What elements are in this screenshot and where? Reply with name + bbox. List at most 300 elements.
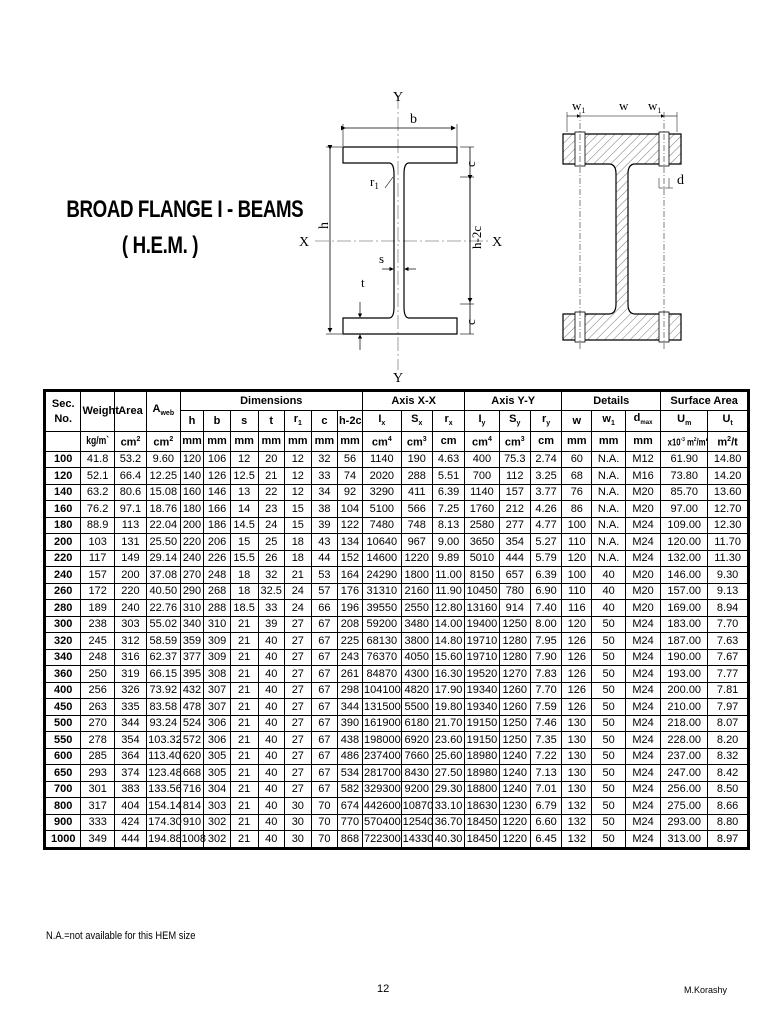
table-cell: 40.30 <box>432 831 464 848</box>
table-cell: 59200 <box>363 616 402 633</box>
table-cell: 8.94 <box>708 600 748 617</box>
hem-properties-table <box>45 391 748 848</box>
table-cell: 14.80 <box>432 633 464 650</box>
table-cell: 140 <box>180 468 204 485</box>
table-cell: 50 <box>592 616 625 633</box>
col-header-sx: $S_x$ <box>401 411 432 432</box>
table-cell: 306 <box>204 732 230 749</box>
dim-d-label: d <box>677 173 684 188</box>
table-cell: 174.30 <box>147 814 180 831</box>
table-cell: 67 <box>311 699 337 716</box>
table-cell: M24 <box>625 781 660 798</box>
col-header-b: b <box>204 411 230 432</box>
table-cell: 226 <box>204 550 230 567</box>
table-cell: 8.97 <box>708 831 748 848</box>
table-cell: 25.50 <box>147 534 180 551</box>
table-cell: 21.70 <box>432 715 464 732</box>
table-cell: 55.02 <box>147 616 180 633</box>
section-number-cell: 320 <box>46 633 81 650</box>
table-cell: 11.90 <box>432 583 464 600</box>
table-cell: 18980 <box>465 765 499 782</box>
table-cell: 194.88 <box>147 831 180 848</box>
unit-ix: $cm^4$ <box>363 432 402 452</box>
col-header-sec: Sec. No. <box>46 392 81 432</box>
table-cell: 14.00 <box>432 616 464 633</box>
table-cell: 67 <box>311 715 337 732</box>
table-cell: 390 <box>337 715 362 732</box>
section-number-cell: 360 <box>46 666 81 683</box>
table-cell: 126 <box>562 699 592 716</box>
table-cell: 432 <box>180 682 204 699</box>
table-cell: 6920 <box>401 732 432 749</box>
table-cell: 8.20 <box>708 732 748 749</box>
table-cell: 123.48 <box>147 765 180 782</box>
table-cell: 24290 <box>363 567 402 584</box>
unit-sec <box>46 432 81 452</box>
table-row <box>46 649 748 666</box>
table-cell: 7.67 <box>708 649 748 666</box>
table-cell: 21 <box>230 715 258 732</box>
col-header-weight: Weight <box>81 392 114 432</box>
table-cell: 110 <box>562 583 592 600</box>
table-cell: 21 <box>230 699 258 716</box>
col-header-area: Area <box>114 392 146 432</box>
table-cell: 13 <box>230 484 258 501</box>
table-cell: 281700 <box>363 765 402 782</box>
table-cell: 97.00 <box>661 501 708 518</box>
col-header-s: s <box>230 411 258 432</box>
table-cell: 478 <box>180 699 204 716</box>
table-cell: 61.90 <box>661 451 708 468</box>
table-cell: 120.00 <box>661 534 708 551</box>
table-cell: 424 <box>114 814 146 831</box>
table-cell: 62.37 <box>147 649 180 666</box>
table-cell: 21 <box>230 748 258 765</box>
table-cell: 76 <box>562 484 592 501</box>
table-cell: 26 <box>258 550 284 567</box>
table-cell: 130 <box>562 715 592 732</box>
table-cell: 3.25 <box>530 468 561 485</box>
table-cell: 438 <box>337 732 362 749</box>
table-cell: 53 <box>311 567 337 584</box>
table-cell: 126 <box>204 468 230 485</box>
table-cell: 12 <box>284 484 311 501</box>
table-cell: 240 <box>114 600 146 617</box>
dim-c-top-label: c <box>463 161 478 167</box>
table-cell: 301 <box>81 781 114 798</box>
table-cell: 67 <box>311 682 337 699</box>
unit-ut: $m^2/t$ <box>708 432 748 452</box>
table-cell: 21 <box>230 649 258 666</box>
table-cell: 243 <box>337 649 362 666</box>
table-cell: 220 <box>180 534 204 551</box>
table-cell: 18 <box>230 567 258 584</box>
table-cell: 8430 <box>401 765 432 782</box>
section-number-cell: 900 <box>46 814 81 831</box>
table-cell: 146 <box>204 484 230 501</box>
table-cell: 29.14 <box>147 550 180 567</box>
table-cell: 8.07 <box>708 715 748 732</box>
dim-b-label: b <box>410 112 417 127</box>
table-cell: 1140 <box>465 484 499 501</box>
table-cell: 85.70 <box>661 484 708 501</box>
table-cell: 32 <box>311 451 337 468</box>
section-number-cell: 180 <box>46 517 81 534</box>
table-cell: 32 <box>258 567 284 584</box>
table-cell: 27 <box>284 748 311 765</box>
col-header-r1: $r_1$ <box>284 411 311 432</box>
table-cell: 75.3 <box>499 451 530 468</box>
table-cell: 18 <box>284 550 311 567</box>
table-cell: 120 <box>562 550 592 567</box>
table-cell: 18630 <box>465 798 499 815</box>
table-cell: 21 <box>284 567 311 584</box>
dim-w1-left-label: $w_1$ <box>572 98 586 115</box>
table-cell: 444 <box>499 550 530 567</box>
section-number-cell: 100 <box>46 451 81 468</box>
table-cell: 24 <box>258 517 284 534</box>
section-number-cell: 400 <box>46 682 81 699</box>
table-cell: 307 <box>204 699 230 716</box>
table-row <box>46 699 748 716</box>
table-row <box>46 583 748 600</box>
table-cell: 67 <box>311 748 337 765</box>
table-cell: 126 <box>562 666 592 683</box>
unit-sx: $cm^3$ <box>401 432 432 452</box>
table-cell: 68 <box>562 468 592 485</box>
table-cell: 668 <box>180 765 204 782</box>
group-header-axis-yy: Axis Y-Y <box>465 392 562 411</box>
col-header-w1: $w_1$ <box>592 411 625 432</box>
table-cell: 37.08 <box>147 567 180 584</box>
table-cell: 106 <box>204 451 230 468</box>
table-cell: 23.60 <box>432 732 464 749</box>
table-cell: 1230 <box>499 798 530 815</box>
table-cell: 582 <box>337 781 362 798</box>
table-cell: 7.13 <box>530 765 561 782</box>
table-cell: 12.25 <box>147 468 180 485</box>
table-cell: M24 <box>625 682 660 699</box>
table-cell: 5.79 <box>530 550 561 567</box>
table-cell: 317 <box>81 798 114 815</box>
table-cell: 248 <box>81 649 114 666</box>
table-cell: 27 <box>284 699 311 716</box>
table-cell: 27 <box>284 781 311 798</box>
table-cell: 120 <box>562 616 592 633</box>
dim-w-label: w <box>619 98 629 113</box>
table-row <box>46 517 748 534</box>
table-cell: 572 <box>180 732 204 749</box>
table-cell: 7.83 <box>530 666 561 683</box>
table-cell: 237400 <box>363 748 402 765</box>
table-row <box>46 682 748 699</box>
table-cell: 288 <box>204 600 230 617</box>
table-cell: 50 <box>592 781 625 798</box>
table-cell: 30 <box>284 831 311 848</box>
dim-s-label: s <box>379 251 385 266</box>
table-cell: 40 <box>592 600 625 617</box>
table-cell: 6.60 <box>530 814 561 831</box>
table-row <box>46 534 748 551</box>
table-cell: 7.77 <box>708 666 748 683</box>
table-cell: 218.00 <box>661 715 708 732</box>
table-cell: 309 <box>204 633 230 650</box>
table-cell: 93.24 <box>147 715 180 732</box>
table-cell: 11.00 <box>432 567 464 584</box>
table-cell: 6.39 <box>432 484 464 501</box>
table-cell: 377 <box>180 649 204 666</box>
table-row <box>46 831 748 848</box>
table-cell: 8.66 <box>708 798 748 815</box>
section-number-cell: 800 <box>46 798 81 815</box>
table-cell: M24 <box>625 715 660 732</box>
i-beam-section-diagram <box>290 80 530 385</box>
table-cell: 76370 <box>363 649 402 666</box>
table-cell: 126 <box>562 649 592 666</box>
table-cell: 9.13 <box>708 583 748 600</box>
table-cell: 67 <box>311 781 337 798</box>
table-cell: 7480 <box>363 517 402 534</box>
unit-w: mm <box>562 432 592 452</box>
table-cell: 1760 <box>465 501 499 518</box>
table-row <box>46 600 748 617</box>
table-cell: 40 <box>258 798 284 815</box>
table-cell: 1270 <box>499 666 530 683</box>
table-cell: 146.00 <box>661 567 708 584</box>
table-cell: 67 <box>311 649 337 666</box>
table-cell: 19400 <box>465 616 499 633</box>
table-cell: 116 <box>562 600 592 617</box>
table-cell: 157 <box>499 484 530 501</box>
table-cell: 70 <box>311 798 337 815</box>
table-cell: 1140 <box>363 451 402 468</box>
table-cell: 40 <box>258 715 284 732</box>
table-cell: 66 <box>311 600 337 617</box>
table-cell: 15.5 <box>230 550 258 567</box>
table-cell: 70 <box>311 831 337 848</box>
table-cell: 263 <box>81 699 114 716</box>
table-cell: 97.1 <box>114 501 146 518</box>
table-cell: 442600 <box>363 798 402 815</box>
table-cell: 131500 <box>363 699 402 716</box>
table-cell: 298 <box>337 682 362 699</box>
table-cell: 15 <box>284 517 311 534</box>
table-cell: 15.60 <box>432 649 464 666</box>
section-number-cell: 120 <box>46 468 81 485</box>
table-cell: 109.00 <box>661 517 708 534</box>
table-cell: 329300 <box>363 781 402 798</box>
table-cell: 176 <box>337 583 362 600</box>
table-cell: 534 <box>337 765 362 782</box>
table-cell: 187.00 <box>661 633 708 650</box>
table-cell: 3480 <box>401 616 432 633</box>
table-cell: 70 <box>311 814 337 831</box>
dim-t-label: t <box>361 275 365 290</box>
table-cell: 27 <box>284 616 311 633</box>
table-cell: 113 <box>114 517 146 534</box>
section-number-cell: 600 <box>46 748 81 765</box>
table-cell: 206 <box>204 534 230 551</box>
table-cell: 57 <box>311 583 337 600</box>
table-cell: 27 <box>284 765 311 782</box>
table-cell: 335 <box>114 699 146 716</box>
dim-c-bottom-label: c <box>463 319 478 325</box>
table-cell: 100 <box>562 517 592 534</box>
table-cell: 4.63 <box>432 451 464 468</box>
table-cell: 220 <box>114 583 146 600</box>
table-cell: M24 <box>625 765 660 782</box>
table-cell: 7.90 <box>530 649 561 666</box>
table-cell: 27.50 <box>432 765 464 782</box>
table-cell: 354 <box>114 732 146 749</box>
table-cell: 359 <box>180 633 204 650</box>
table-cell: 8.32 <box>708 748 748 765</box>
table-cell: 41.8 <box>81 451 114 468</box>
table-cell: M24 <box>625 616 660 633</box>
dim-h-label: h <box>317 222 332 229</box>
table-row <box>46 814 748 831</box>
table-cell: 36.70 <box>432 814 464 831</box>
table-cell: 4050 <box>401 649 432 666</box>
unit-aweb: $cm^2$ <box>147 432 180 452</box>
table-cell: 5100 <box>363 501 402 518</box>
table-cell: 132 <box>562 831 592 848</box>
table-cell: 313.00 <box>661 831 708 848</box>
table-row <box>46 748 748 765</box>
table-cell: M24 <box>625 732 660 749</box>
footnote: N.A.=not available for this HEM size <box>46 930 196 942</box>
table-cell: 6.79 <box>530 798 561 815</box>
table-cell: 306 <box>204 715 230 732</box>
unit-rx: cm <box>432 432 464 452</box>
table-cell: 19710 <box>465 633 499 650</box>
table-cell: 8150 <box>465 567 499 584</box>
table-cell: 18800 <box>465 781 499 798</box>
table-cell: 7660 <box>401 748 432 765</box>
table-cell: 12540 <box>401 814 432 831</box>
unit-r1: mm <box>284 432 311 452</box>
table-cell: 7.95 <box>530 633 561 650</box>
table-cell: 2020 <box>363 468 402 485</box>
unit-h2c: mm <box>337 432 362 452</box>
table-cell: 12 <box>284 451 311 468</box>
table-cell: 10870 <box>401 798 432 815</box>
table-cell: 134 <box>337 534 362 551</box>
table-cell: M24 <box>625 814 660 831</box>
table-cell: 225 <box>337 633 362 650</box>
table-cell: 21 <box>230 831 258 848</box>
table-cell: 14330 <box>401 831 432 848</box>
table-cell: 21 <box>230 814 258 831</box>
table-cell: 172 <box>81 583 114 600</box>
table-cell: 303 <box>204 798 230 815</box>
table-cell: 8.50 <box>708 781 748 798</box>
table-cell: 73.92 <box>147 682 180 699</box>
table-cell: 344 <box>114 715 146 732</box>
table-cell: 130 <box>562 781 592 798</box>
table-cell: 9.00 <box>432 534 464 551</box>
table-cell: 1800 <box>401 567 432 584</box>
table-cell: 30 <box>284 814 311 831</box>
table-cell: 22.76 <box>147 600 180 617</box>
author: M.Korashy <box>684 985 728 995</box>
table-cell: 40 <box>258 748 284 765</box>
table-cell: M16 <box>625 468 660 485</box>
col-header-ut: $U_t$ <box>708 411 748 432</box>
table-cell: 126 <box>562 633 592 650</box>
table-cell: 43 <box>311 534 337 551</box>
table-cell: 4820 <box>401 682 432 699</box>
table-cell: 245 <box>81 633 114 650</box>
table-cell: 1220 <box>499 831 530 848</box>
table-cell: 50 <box>592 633 625 650</box>
table-cell: M24 <box>625 699 660 716</box>
table-cell: 303 <box>114 616 146 633</box>
table-cell: 166 <box>204 501 230 518</box>
table-cell: 157 <box>81 567 114 584</box>
table-cell: 310 <box>204 616 230 633</box>
table-cell: 1250 <box>499 616 530 633</box>
table-cell: 1250 <box>499 732 530 749</box>
table-cell: 103 <box>81 534 114 551</box>
table-cell: 40 <box>592 567 625 584</box>
table-cell: 27 <box>284 732 311 749</box>
section-number-cell: 340 <box>46 649 81 666</box>
table-cell: 13160 <box>465 600 499 617</box>
section-number-cell: 700 <box>46 781 81 798</box>
col-header-h: h <box>180 411 204 432</box>
table-cell: 9.89 <box>432 550 464 567</box>
col-header-dmax: $d_{max}$ <box>625 411 660 432</box>
table-cell: 50 <box>592 732 625 749</box>
table-cell: 302 <box>204 831 230 848</box>
table-cell: 8.00 <box>530 616 561 633</box>
table-cell: M24 <box>625 831 660 848</box>
table-cell: 228.00 <box>661 732 708 749</box>
table-cell: 154.14 <box>147 798 180 815</box>
y-axis-bottom-label: Y <box>393 371 404 386</box>
unit-ry: cm <box>530 432 561 452</box>
col-header-aweb: $A_{web}$ <box>147 392 180 432</box>
table-cell: 50 <box>592 715 625 732</box>
table-cell: 67 <box>311 633 337 650</box>
table-cell: 12.70 <box>708 501 748 518</box>
table-cell: 20 <box>258 451 284 468</box>
table-cell: 104 <box>337 501 362 518</box>
table-cell: 2160 <box>401 583 432 600</box>
table-cell: 200 <box>180 517 204 534</box>
table-cell: 12.5 <box>230 468 258 485</box>
group-header-surface-area: Surface Area <box>661 392 748 411</box>
table-cell: 13.60 <box>708 484 748 501</box>
table-cell: 52.1 <box>81 468 114 485</box>
table-cell: 15.08 <box>147 484 180 501</box>
table-cell: N.A. <box>592 451 625 468</box>
table-cell: 33.10 <box>432 798 464 815</box>
table-cell: 293.00 <box>661 814 708 831</box>
table-cell: 7.22 <box>530 748 561 765</box>
table-row <box>46 501 748 518</box>
section-number-cell: 500 <box>46 715 81 732</box>
table-cell: 22.04 <box>147 517 180 534</box>
table-cell: 66.15 <box>147 666 180 683</box>
col-header-sy: $S_y$ <box>499 411 530 432</box>
table-cell: 18 <box>230 583 258 600</box>
table-cell: N.A. <box>592 484 625 501</box>
table-cell: 14.5 <box>230 517 258 534</box>
table-cell: 1240 <box>499 765 530 782</box>
table-cell: 186 <box>204 517 230 534</box>
